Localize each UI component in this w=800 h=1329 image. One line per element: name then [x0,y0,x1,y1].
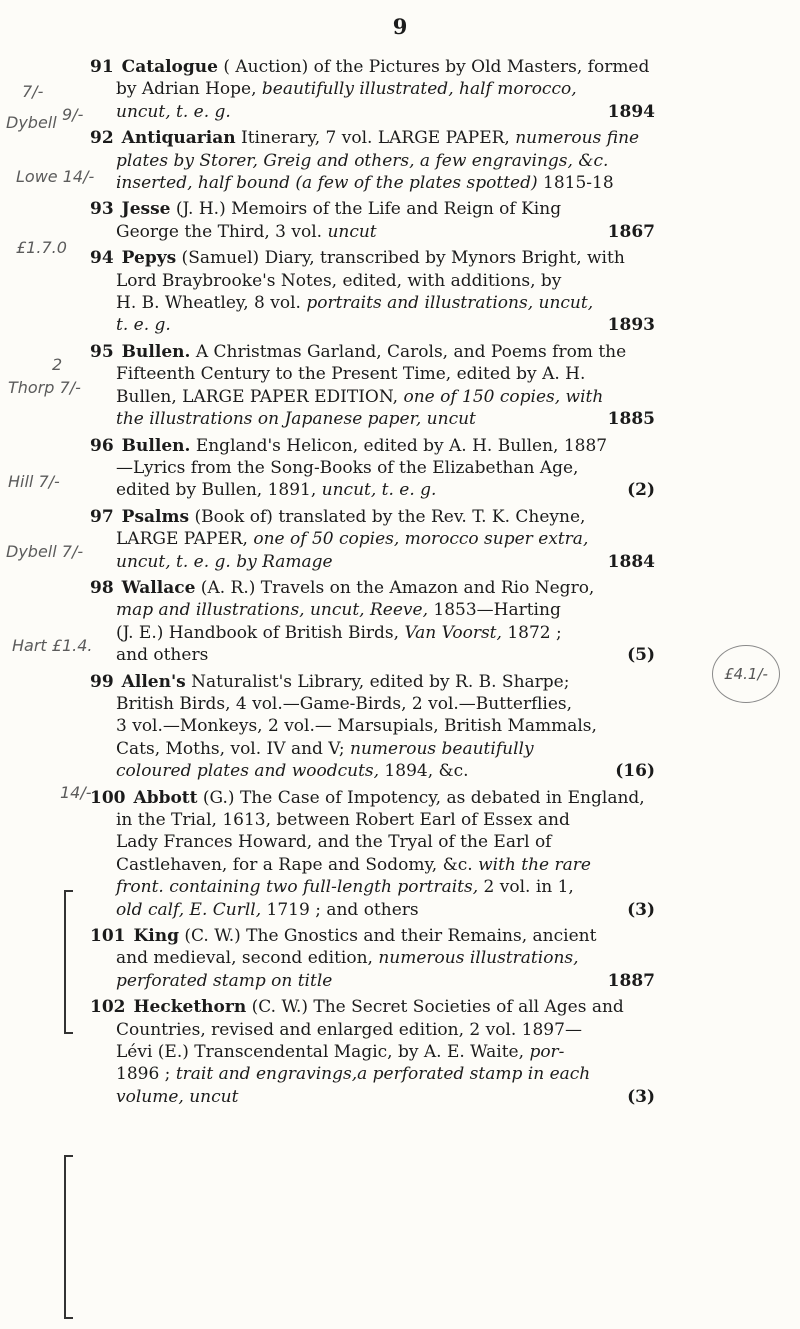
lot-text: —Lyrics from the Song-Books of the Elizabethan Age, [116,457,579,478]
lot-italic: uncut, t. e. g. [321,480,437,501]
lot-text: England's Helicon, edited by A. H. Bullen, 1887 [190,435,608,456]
lot-number: 93 [90,199,114,220]
lot-italic: uncut [327,221,377,242]
lot-line [90,270,655,292]
lot-text: LARGE PAPER, [116,529,254,550]
catalogue-lot [90,127,655,194]
lot-title: Psalms [121,506,190,527]
lot-italic: old calf, E. Curll, [116,899,262,920]
lot-line [90,970,655,992]
lot-line [90,738,655,760]
lot-line [90,899,655,921]
lot-number: 98 [90,577,114,598]
lot-line [90,172,655,194]
lot-italic: a perforated stamp in each [357,1064,591,1085]
lot-italic: uncut, t. e. g. by Ramage [116,551,333,572]
lot-text: Itinerary, 7 vol. LARGE PAPER, [235,128,516,149]
lot-line [90,1041,655,1063]
lot-text: (Samuel) Diary, transcribed by Mynors Bright, with [176,248,625,269]
lot-line [90,925,655,947]
lot-line [90,760,655,782]
catalogue-lot [90,787,655,921]
lot-text: edited by Bullen, 1891, [116,480,322,501]
lot-italic: uncut, t. e. g. [116,101,231,122]
lot-line [90,198,655,220]
lot-text: 1872 ; [501,622,562,643]
lot-text: (A. R.) Travels on the Amazon and Rio Negro, [195,577,595,598]
lot-line [90,1063,655,1085]
lot-line [90,831,655,853]
lot-line [90,101,655,123]
lot-number: 102 [90,997,126,1018]
lot-line [90,528,655,550]
lot-year: 1887 [607,970,655,991]
lot-italic: front. containing two full-length portraits, [116,877,479,898]
catalogue-lot [90,198,655,243]
lot-line [90,996,655,1018]
catalogue-lot [90,56,655,123]
lot-number: 92 [90,128,114,149]
handwritten-note: Thorp 7/- [8,378,81,397]
lot-number: 95 [90,341,114,362]
lot-line [90,386,655,408]
lot-title: Bullen. [121,341,191,362]
lot-title: Abbott [133,787,198,808]
lot-line [90,876,655,898]
lot-italic: the illustrations on Japanese paper, uncut [116,409,476,430]
catalogue-lot [90,577,655,667]
lot-year: 1884 [607,551,655,572]
lot-text: ( Auction) of the Pictures by Old Masters, formed [217,57,650,77]
lot-line [90,787,655,809]
lot-line [90,1019,655,1041]
lot-italic: map and illustrations, uncut, Reeve, [116,600,428,621]
lot-year: (5) [627,645,655,666]
lot-italic: beautifully illustrated, half morocco, [261,79,577,100]
lot-text: Cats, Moths, vol. IV and V; [116,738,351,759]
lot-year: (2) [627,480,655,501]
handwritten-note: Lowe 14/- [16,167,95,186]
lot-italic: one of 150 copies, with [403,386,604,407]
lot-line [90,78,655,100]
lot-text: Naturalist's Library, edited by R. B. Sharpe; [185,671,570,692]
lot-text: (Book of) translated by the Rev. T. K. Cheyne, [189,506,586,527]
lot-text: Lady Frances Howard, and the Tryal of the Earl of [116,832,552,853]
lot-text: 1853—Harting [427,600,561,621]
lot-italic: t. e. g. [116,315,171,336]
lot-year: (16) [615,761,655,782]
lot-number: 91 [90,57,114,77]
lot-line [90,551,655,573]
lot-text: (J. H.) Memoirs of the Life and Reign of King [170,199,562,220]
catalogue-lot [90,671,655,783]
lot-italic: volume, uncut [116,1086,239,1107]
lot-line [90,247,655,269]
lot-title: Heckethorn [133,997,247,1018]
lot-text: and others [116,645,209,666]
lot-line [90,435,655,457]
lot-italic: coloured plates and woodcuts, [116,761,380,782]
lot-year: (3) [627,1086,655,1107]
lot-line [90,854,655,876]
lot-title: Catalogue [121,57,218,77]
lot-line [90,408,655,430]
lot-line [90,314,655,336]
catalogue-lot [90,341,655,431]
lot-title: Wallace [121,577,196,598]
lot-number: 96 [90,435,114,456]
lot-line [90,622,655,644]
lot-year: 1894 [607,101,655,122]
lot-title: King [133,926,179,947]
handwritten-note: Dybell 7/- [6,542,84,561]
handwritten-price: £1.7.0 [16,238,67,257]
lot-italic: numerous fine [515,128,640,149]
lot-line [90,221,655,243]
lot-number: 99 [90,671,114,692]
lot-list [90,56,655,1112]
lot-italic: plates by Storer, Greig and others, a few engravings, &c. [116,150,609,171]
handwritten-price: 14/- [60,783,92,802]
lot-line [90,150,655,172]
lot-title: Jesse [121,199,171,220]
lot-text: Fifteenth Century to the Present Time, edited by A. H. [116,364,586,385]
handwritten-note: Hart £1.4. [12,636,93,655]
handwritten-price: 7/- [22,82,44,101]
ink-bracket [64,1155,73,1319]
lot-text: by Adrian Hope, [116,79,262,100]
lot-line [90,363,655,385]
lot-number: 94 [90,248,114,269]
lot-italic: por- [529,1042,565,1063]
lot-year: 1885 [607,409,655,430]
lot-text: Countries, revised and enlarged edition, 2 vol. 1897— [116,1019,582,1040]
lot-line [90,506,655,528]
lot-line [90,457,655,479]
lot-line [90,671,655,693]
lot-text: Castlehaven, for a Rape and Sodomy, &c. [116,854,479,875]
lot-text: A Christmas Garland, Carols, and Poems from the [190,341,627,362]
lot-line [90,693,655,715]
lot-italic: trait and engravings, [175,1064,358,1085]
lot-text: George the Third, 3 vol. [116,221,328,242]
lot-year: 1867 [607,221,655,242]
lot-line [90,599,655,621]
lot-line [90,1086,655,1108]
lot-line [90,809,655,831]
lot-line [90,644,655,666]
lot-italic: numerous illustrations, [378,948,579,969]
lot-text: British Birds, 4 vol.—Game-Birds, 2 vol.—Butterflies, [116,693,573,714]
lot-line [90,341,655,363]
catalogue-lot [90,435,655,502]
lot-line [90,479,655,501]
lot-title: Allen's [121,671,186,692]
lot-text: 3 vol.—Monkeys, 2 vol.— Marsupials, British Mammals, [116,716,597,737]
lot-text: and medieval, second edition, [116,948,379,969]
lot-text: 1719 ; and others [261,899,419,920]
circled-note-text: £4.1/- [724,665,768,683]
lot-italic: portraits and illustrations, uncut, [306,293,594,314]
lot-text: 1896 ; [116,1064,176,1085]
lot-text: (C. W.) The Gnostics and their Remains, ancient [178,926,597,947]
lot-italic: inserted, half bound (a few of the plates spotted) [116,173,538,194]
lot-text: Bullen, LARGE PAPER EDITION, [116,386,404,407]
lot-title: Antiquarian [121,128,236,149]
lot-number: 97 [90,506,114,527]
lot-italic: numerous beautifully [350,738,534,759]
lot-italic: Van Voorst, [404,622,502,643]
lot-text: 2 vol. in 1, [478,877,574,898]
lot-italic: one of 50 copies, morocco super extra, [253,529,589,550]
lot-number: 101 [90,926,126,947]
lot-line [90,127,655,149]
lot-text: 1894, &c. [379,761,469,782]
lot-text: 1815-18 [537,173,614,194]
lot-line [90,56,655,78]
lot-line [90,292,655,314]
lot-year: (3) [627,899,655,920]
lot-text: Lévi (E.) Transcendental Magic, by A. E. Waite, [116,1042,530,1063]
lot-line [90,715,655,737]
ink-bracket [64,890,73,1034]
handwritten-buyer: Dybell [6,113,57,132]
catalogue-lot [90,996,655,1108]
lot-text: H. B. Wheatley, 8 vol. [116,293,307,314]
lot-number: 100 [90,787,126,808]
lot-text: (J. E.) Handbook of British Birds, [116,622,405,643]
lot-title: Bullen. [121,435,191,456]
lot-year: 1893 [607,315,655,336]
lot-text: (G.) The Case of Impotency, as debated in England, [197,787,645,808]
lot-italic: perforated stamp on title [116,970,333,991]
catalogue-lot [90,506,655,573]
lot-line [90,947,655,969]
handwritten-price: 9/- [62,105,84,124]
lot-italic: with the rare [478,854,591,875]
lot-text: Lord Braybrooke's Notes, edited, with additions, by [116,270,562,291]
lot-line [90,577,655,599]
catalogue-lot [90,925,655,992]
handwritten-note: Hill 7/- [8,472,60,491]
handwritten-note: 2 [52,355,63,374]
page-number: 9 [392,14,408,39]
circled-note [712,645,780,703]
lot-title: Pepys [121,248,177,269]
lot-text: in the Trial, 1613, between Robert Earl of Essex and [116,810,570,830]
catalogue-lot [90,247,655,337]
lot-text: (C. W.) The Secret Societies of all Ages and [246,997,624,1018]
